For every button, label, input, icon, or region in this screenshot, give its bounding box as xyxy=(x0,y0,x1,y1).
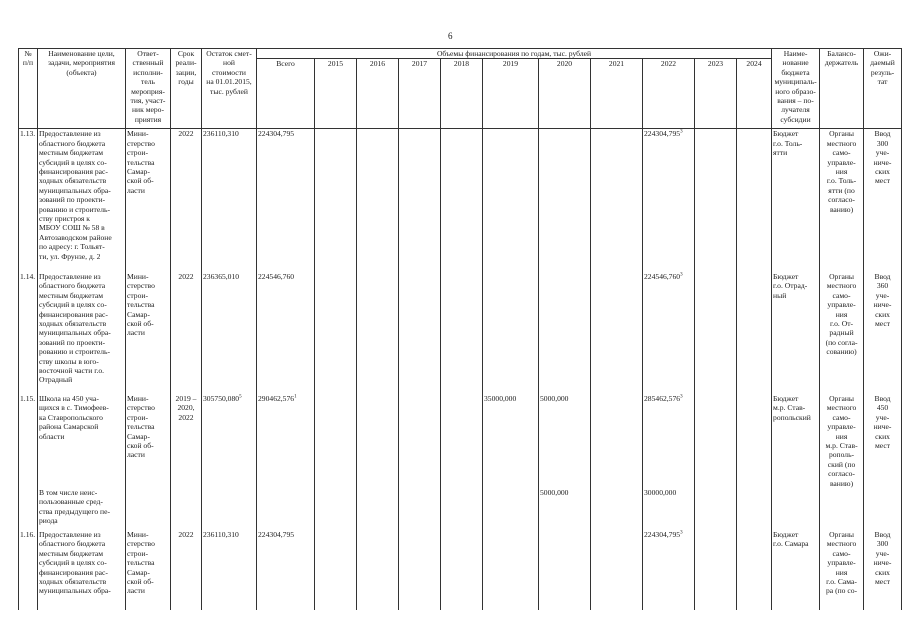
row-expected xyxy=(864,530,902,610)
row-holder xyxy=(820,488,864,530)
row-name xyxy=(38,272,126,394)
row-year-value xyxy=(695,530,737,610)
header-no: № п/п xyxy=(19,49,38,129)
row-responsible xyxy=(126,488,171,530)
row-name xyxy=(38,530,126,610)
row-expected xyxy=(864,394,902,488)
row-remaining xyxy=(202,488,257,530)
row-total xyxy=(257,394,315,488)
header-year: 2020 xyxy=(539,59,591,129)
row-number xyxy=(19,394,38,488)
row-budget-text: Бюджет м.р. Став- ропольский xyxy=(773,393,811,422)
row-total xyxy=(257,129,315,272)
page-number: 6 xyxy=(448,31,453,41)
row-remaining xyxy=(202,129,257,272)
row-year-value xyxy=(483,530,539,610)
row-period-text: 2019 – 2020, 2022 xyxy=(175,393,197,422)
row-responsible-text: Мини- стерство строи- тельства Самар- ской об- ласти xyxy=(127,271,155,338)
header-row-1 xyxy=(19,49,902,59)
row-responsible-text: Мини- стерство строи- тельства Самар- ской об- ласти xyxy=(127,129,155,195)
row-year-value xyxy=(315,272,357,394)
row-expected-text: Ввод 300 уче- ниче- ских мест xyxy=(873,529,892,586)
row-year-value xyxy=(737,488,772,530)
row-year-value xyxy=(315,530,357,610)
row-year-value xyxy=(441,129,483,272)
row-name xyxy=(38,488,126,530)
row-year-value-text: 5000,000 xyxy=(540,487,569,497)
row-year-value xyxy=(643,488,695,530)
row-year-value-footnote: 3 xyxy=(680,272,683,278)
row-expected xyxy=(864,488,902,530)
row-period xyxy=(171,129,202,272)
table-row xyxy=(19,530,902,610)
row-total-text: 224546,760 xyxy=(258,271,295,281)
row-year-value xyxy=(539,394,591,488)
row-holder xyxy=(820,394,864,488)
row-year-value xyxy=(539,129,591,272)
header-year: 2018 xyxy=(441,59,483,129)
header-year: 2017 xyxy=(399,59,441,129)
row-remaining-text: 305750,080 xyxy=(203,393,240,403)
row-year-value xyxy=(643,129,695,272)
row-year-value-text: 35000,000 xyxy=(484,393,517,403)
header-year: 2024 xyxy=(737,59,772,129)
row-number xyxy=(19,488,38,530)
row-number-text: 1.15. xyxy=(20,393,36,403)
row-year-value-footnote: 3 xyxy=(680,394,683,400)
row-holder-text: Органы местного само- управле- ния г.о. Сама- ра (по со- xyxy=(826,529,858,596)
header-responsible: Ответ- ственный исполни- тель мероприя- тия, участ- ник меро- приятия xyxy=(126,49,171,129)
row-responsible-text: Мини- стерство строи- тельства Самар- ской об- ласти xyxy=(127,529,155,596)
row-period-text: 2022 xyxy=(178,271,194,281)
row-year-value xyxy=(643,272,695,394)
row-period xyxy=(171,488,202,530)
table-header xyxy=(19,49,902,129)
row-period-text: 2022 xyxy=(178,529,194,539)
header-name: Наименование цели, задачи, мероприятия (объекта) xyxy=(38,49,126,129)
row-year-value xyxy=(441,272,483,394)
row-holder-text: Органы местного само- управле- ния м.р. Став- рополь- ский (по согласо- ванию) xyxy=(825,393,858,488)
header-total: Всего xyxy=(257,59,315,129)
row-expected-text: Ввод 360 уче- ниче- ских мест xyxy=(873,271,892,328)
row-total-text: 224304,795 xyxy=(258,529,295,539)
row-year-value xyxy=(737,530,772,610)
row-year-value xyxy=(737,272,772,394)
row-year-value xyxy=(441,530,483,610)
row-expected xyxy=(864,272,902,394)
row-year-value xyxy=(399,530,441,610)
row-total-footnote: 1 xyxy=(294,394,297,400)
row-total xyxy=(257,272,315,394)
header-year: 2019 xyxy=(483,59,539,129)
row-expected-text: Ввод 450 уче- ниче- ских мест xyxy=(873,393,892,450)
row-year-value xyxy=(357,272,399,394)
row-year-value xyxy=(483,272,539,394)
row-year-value xyxy=(591,394,643,488)
row-year-value xyxy=(695,129,737,272)
row-year-value xyxy=(357,394,399,488)
row-number-text: 1.14. xyxy=(20,271,36,281)
row-budget xyxy=(772,272,820,394)
row-budget-text: Бюджет г.о. Толь- ятти xyxy=(773,129,803,158)
row-year-value xyxy=(441,488,483,530)
funding-table xyxy=(18,48,902,610)
row-budget xyxy=(772,129,820,272)
row-number xyxy=(19,272,38,394)
row-total-text: 290462,576 xyxy=(258,393,295,403)
row-year-value xyxy=(357,488,399,530)
row-year-value xyxy=(357,129,399,272)
header-year: 2016 xyxy=(357,59,399,129)
row-holder xyxy=(820,530,864,610)
row-name xyxy=(38,129,126,272)
row-year-value xyxy=(539,272,591,394)
row-budget-text: Бюджет г.о. Самара xyxy=(773,529,809,549)
row-responsible xyxy=(126,530,171,610)
row-name-text: Предоставление из областного бюджета местным бюджетам субсидий в целях со- финансирования рас- ходных обязательств муниципальных обра- зований по проекти- рованию и строитель- ству пристроя к МБОУ СОШ № 58 в Автозаводском районе по адресу: г. Тольят- ти, ул. Фрунзе, д. 2 xyxy=(39,129,112,261)
row-year-value xyxy=(591,272,643,394)
header-year: 2022 xyxy=(643,59,695,129)
row-responsible xyxy=(126,272,171,394)
table-body xyxy=(19,129,902,610)
row-year-value xyxy=(315,488,357,530)
row-year-value xyxy=(643,394,695,488)
row-year-value-footnote: 3 xyxy=(680,530,683,536)
row-number xyxy=(19,530,38,610)
table-row xyxy=(19,272,902,394)
header-period: Срок реали- зации, годы xyxy=(171,49,202,129)
row-responsible xyxy=(126,394,171,488)
row-holder xyxy=(820,129,864,272)
row-year-value xyxy=(695,394,737,488)
row-remaining-text: 236110,310 xyxy=(203,529,239,539)
row-year-value-text: 224546,760 xyxy=(644,271,681,281)
row-remaining-footnote: 5 xyxy=(239,394,242,400)
row-year-value xyxy=(643,530,695,610)
header-remaining: Остаток смет- ной стоимости на 01.01.2015, тыс. рублей xyxy=(202,49,257,129)
row-year-value xyxy=(483,394,539,488)
row-remaining-text: 236365,010 xyxy=(203,271,240,281)
row-number xyxy=(19,129,38,272)
row-year-value-text: 30000,000 xyxy=(644,487,677,497)
row-number-text: 1.13. xyxy=(20,129,36,139)
row-year-value xyxy=(441,394,483,488)
row-year-value xyxy=(539,488,591,530)
header-year: 2021 xyxy=(591,59,643,129)
row-budget xyxy=(772,488,820,530)
row-year-value-text: 5000,000 xyxy=(540,393,569,403)
row-year-value xyxy=(399,394,441,488)
row-budget-text: Бюджет г.о. Отрад- ный xyxy=(773,271,808,300)
row-year-value xyxy=(591,530,643,610)
row-year-value xyxy=(737,129,772,272)
row-year-value xyxy=(483,129,539,272)
row-period xyxy=(171,272,202,394)
row-year-value xyxy=(591,129,643,272)
row-expected xyxy=(864,129,902,272)
row-responsible-text: Мини- стерство строи- тельства Самар- ской об- ласти xyxy=(127,393,155,460)
header-holder: Балансо- держатель xyxy=(820,49,864,129)
row-total xyxy=(257,530,315,610)
row-year-value xyxy=(737,394,772,488)
row-name-text: Предоставление из областного бюджета местным бюджетам субсидий в целях со- финансирования рас- ходных обязательств муниципальных обра- xyxy=(39,529,111,596)
row-name-text: Школа на 450 уча- щихся в с. Тимофеев- ка Ставропольского района Самарской области xyxy=(39,393,109,441)
row-remaining-text: 236110,310 xyxy=(203,129,239,139)
row-year-value xyxy=(399,129,441,272)
row-year-value xyxy=(539,530,591,610)
row-year-value-text: 224304,795 xyxy=(644,129,681,139)
row-budget xyxy=(772,530,820,610)
row-name xyxy=(38,394,126,488)
header-year: 2015 xyxy=(315,59,357,129)
row-number-text: 1.16. xyxy=(20,529,36,539)
row-year-value-footnote: 3 xyxy=(680,129,683,135)
row-year-value xyxy=(591,488,643,530)
row-year-value-text: 285462,576 xyxy=(644,393,681,403)
row-year-value xyxy=(399,272,441,394)
row-name-text: Предоставление из областного бюджета местным бюджетам субсидий в целях со- финансирования рас- ходных обязательств муниципальных обра- зований по проекти- рованию и строитель- ству школы в юго- восточной части г.о. Отрадный xyxy=(39,271,111,385)
row-total xyxy=(257,488,315,530)
table-row xyxy=(19,129,902,272)
header-year: 2023 xyxy=(695,59,737,129)
row-holder xyxy=(820,272,864,394)
row-remaining xyxy=(202,272,257,394)
row-period-text: 2022 xyxy=(178,129,194,139)
row-holder-text: Органы местного само- управле- ния г.о. Толь- ятти (по согласо- ванию) xyxy=(826,129,857,214)
row-name-text: В том числе неис- пользованные сред- ства предыдущего пе- риода xyxy=(39,487,111,526)
header-budget-name: Наиме- нование бюджета муниципаль- ного образо- вания – по- лучателя субсидии xyxy=(772,49,820,129)
row-year-value-text: 224304,795 xyxy=(644,529,681,539)
row-expected-text: Ввод 300 уче- ниче- ских мест xyxy=(873,129,892,186)
row-remaining xyxy=(202,530,257,610)
row-responsible xyxy=(126,129,171,272)
row-year-value xyxy=(483,488,539,530)
table-row xyxy=(19,488,902,530)
row-budget xyxy=(772,394,820,488)
row-year-value xyxy=(399,488,441,530)
row-year-value xyxy=(695,272,737,394)
row-year-value xyxy=(315,394,357,488)
row-total-text: 224304,795 xyxy=(258,129,295,139)
row-year-value xyxy=(357,530,399,610)
row-period xyxy=(171,394,202,488)
row-remaining xyxy=(202,394,257,488)
row-period xyxy=(171,530,202,610)
header-funding-group: Объемы финансирования по годам, тыс. рублей xyxy=(257,49,772,59)
header-expected: Ожи- даемый резуль- тат xyxy=(864,49,902,129)
row-holder-text: Органы местного само- управле- ния г.о. От- радный (по согла- сованию) xyxy=(825,271,858,357)
table-row xyxy=(19,394,902,488)
row-year-value xyxy=(315,129,357,272)
row-year-value xyxy=(695,488,737,530)
